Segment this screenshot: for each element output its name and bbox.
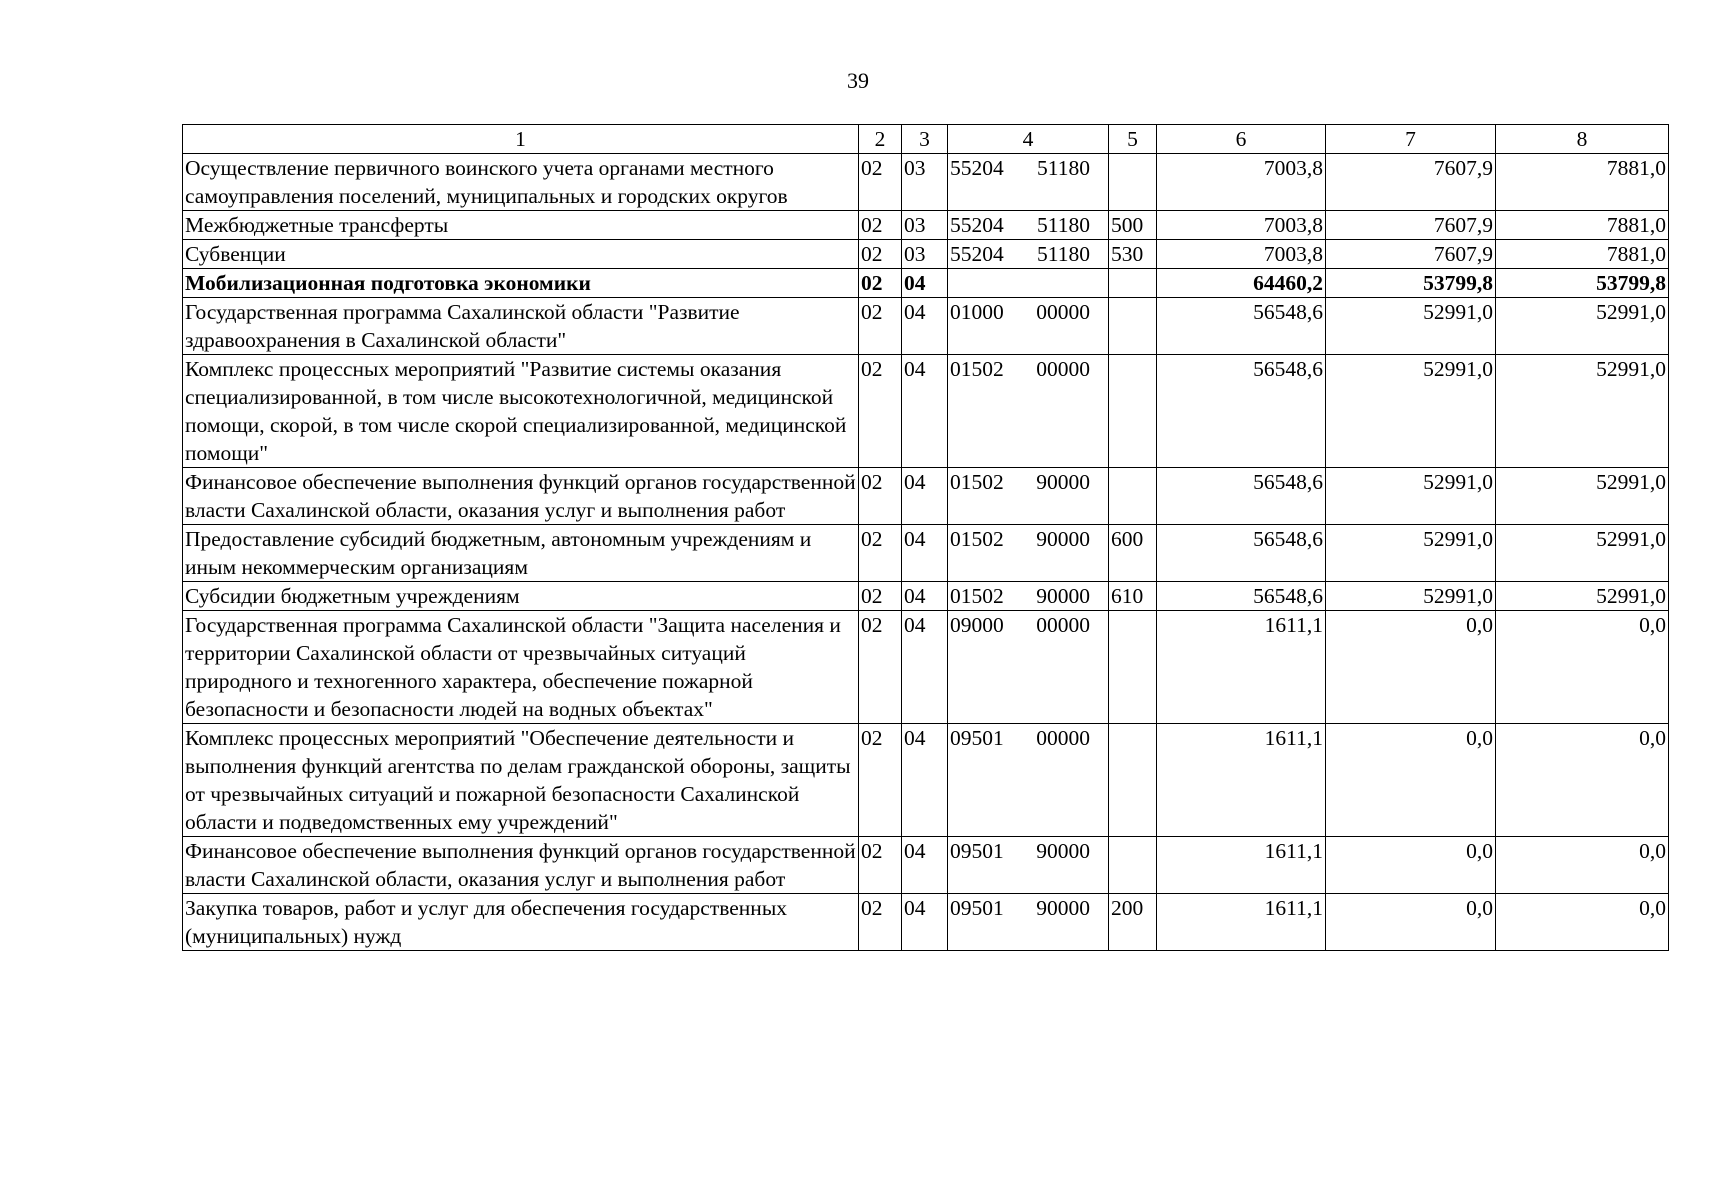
amount-col-6: 56548,6 bbox=[1157, 468, 1326, 525]
table-row bbox=[183, 298, 1669, 355]
amount-col-6: 64460,2 bbox=[1157, 269, 1326, 298]
expense-type-code bbox=[1109, 611, 1157, 724]
row-name: Предоставление субсидий бюджетным, автономным учреждениям и иным некоммерческим организациям bbox=[183, 525, 859, 582]
expense-type-code bbox=[1109, 468, 1157, 525]
target-article-code bbox=[948, 724, 1109, 837]
subsection-code: 03 bbox=[902, 154, 948, 211]
subsection-code: 03 bbox=[902, 240, 948, 269]
table-row bbox=[183, 240, 1669, 269]
header-cell-6: 6 bbox=[1157, 125, 1326, 154]
target-article-program: 55204 bbox=[950, 213, 1004, 237]
section-code: 02 bbox=[859, 724, 902, 837]
amount-col-7: 52991,0 bbox=[1326, 468, 1496, 525]
table-row bbox=[183, 525, 1669, 582]
row-name: Осуществление первичного воинского учета органами местного самоуправления поселений, муниципальных и городских округов bbox=[183, 154, 859, 211]
row-name: Мобилизационная подготовка экономики bbox=[183, 269, 859, 298]
amount-col-7: 7607,9 bbox=[1326, 154, 1496, 211]
subsection-code: 04 bbox=[902, 724, 948, 837]
amount-col-8: 53799,8 bbox=[1496, 269, 1669, 298]
header-cell-3: 3 bbox=[902, 125, 948, 154]
amount-col-8: 0,0 bbox=[1496, 724, 1669, 837]
target-article-direction: 00000 bbox=[1036, 300, 1090, 324]
amount-col-6: 1611,1 bbox=[1157, 724, 1326, 837]
amount-col-8: 52991,0 bbox=[1496, 582, 1669, 611]
expense-type-code: 200 bbox=[1109, 894, 1157, 951]
row-name: Субсидии бюджетным учреждениям bbox=[183, 582, 859, 611]
amount-col-6: 7003,8 bbox=[1157, 240, 1326, 269]
amount-col-6: 56548,6 bbox=[1157, 525, 1326, 582]
amount-col-8: 0,0 bbox=[1496, 837, 1669, 894]
table-body bbox=[183, 154, 1669, 951]
subsection-code: 04 bbox=[902, 468, 948, 525]
expense-type-code: 610 bbox=[1109, 582, 1157, 611]
table-row bbox=[183, 611, 1669, 724]
subsection-code: 04 bbox=[902, 269, 948, 298]
table-row bbox=[183, 211, 1669, 240]
amount-col-7: 52991,0 bbox=[1326, 525, 1496, 582]
amount-col-6: 7003,8 bbox=[1157, 211, 1326, 240]
amount-col-8: 0,0 bbox=[1496, 894, 1669, 951]
target-article-program: 09000 bbox=[950, 613, 1004, 637]
target-article-program: 55204 bbox=[950, 242, 1004, 266]
section-code: 02 bbox=[859, 837, 902, 894]
amount-col-8: 7881,0 bbox=[1496, 154, 1669, 211]
amount-col-7: 52991,0 bbox=[1326, 582, 1496, 611]
subsection-code: 04 bbox=[902, 355, 948, 468]
table-row bbox=[183, 154, 1669, 211]
row-name: Межбюджетные трансферты bbox=[183, 211, 859, 240]
amount-col-7: 7607,9 bbox=[1326, 211, 1496, 240]
section-code: 02 bbox=[859, 211, 902, 240]
section-code: 02 bbox=[859, 355, 902, 468]
target-article-code bbox=[948, 211, 1109, 240]
amount-col-8: 52991,0 bbox=[1496, 468, 1669, 525]
subsection-code: 04 bbox=[902, 582, 948, 611]
table-row bbox=[183, 894, 1669, 951]
row-name: Финансовое обеспечение выполнения функций органов государственной власти Сахалинской области, оказания услуг и выполнения работ bbox=[183, 837, 859, 894]
subsection-code: 04 bbox=[902, 894, 948, 951]
row-name: Государственная программа Сахалинской области "Развитие здравоохранения в Сахалинской области" bbox=[183, 298, 859, 355]
target-article-direction: 00000 bbox=[1036, 613, 1090, 637]
table-row bbox=[183, 269, 1669, 298]
amount-col-7: 53799,8 bbox=[1326, 269, 1496, 298]
expense-type-code: 500 bbox=[1109, 211, 1157, 240]
amount-col-8: 7881,0 bbox=[1496, 240, 1669, 269]
amount-col-6: 56548,6 bbox=[1157, 582, 1326, 611]
amount-col-8: 52991,0 bbox=[1496, 355, 1669, 468]
page-number: 39 bbox=[847, 68, 869, 93]
target-article-code bbox=[948, 240, 1109, 269]
header-cell-7: 7 bbox=[1326, 125, 1496, 154]
amount-col-7: 52991,0 bbox=[1326, 298, 1496, 355]
amount-col-6: 1611,1 bbox=[1157, 894, 1326, 951]
header-cell-5: 5 bbox=[1109, 125, 1157, 154]
target-article-program: 09501 bbox=[950, 896, 1004, 920]
expense-type-code bbox=[1109, 269, 1157, 298]
amount-col-8: 7881,0 bbox=[1496, 211, 1669, 240]
target-article-code bbox=[948, 894, 1109, 951]
target-article-direction: 00000 bbox=[1036, 357, 1090, 381]
target-article-direction: 51180 bbox=[1037, 156, 1090, 180]
table-row bbox=[183, 724, 1669, 837]
target-article-program: 01502 bbox=[950, 584, 1004, 608]
amount-col-7: 0,0 bbox=[1326, 837, 1496, 894]
target-article-direction: 90000 bbox=[1036, 527, 1090, 551]
target-article-code bbox=[948, 525, 1109, 582]
amount-col-8: 52991,0 bbox=[1496, 298, 1669, 355]
row-name: Комплекс процессных мероприятий "Развитие системы оказания специализированной, в том числе высокотехнологичной, медицинской помощи, скорой, в том числе скорой специализированной, медицинской помощи" bbox=[183, 355, 859, 468]
row-name: Государственная программа Сахалинской области "Защита населения и территории Сахалинской области от чрезвычайных ситуаций природного и техногенного характера, обеспечение пожарной безопасности и безопасности людей на водных объектах" bbox=[183, 611, 859, 724]
header-cell-2: 2 bbox=[859, 125, 902, 154]
subsection-code: 04 bbox=[902, 611, 948, 724]
target-article-direction: 90000 bbox=[1036, 470, 1090, 494]
amount-col-8: 0,0 bbox=[1496, 611, 1669, 724]
target-article-code bbox=[948, 154, 1109, 211]
target-article-program: 55204 bbox=[950, 156, 1004, 180]
section-code: 02 bbox=[859, 269, 902, 298]
section-code: 02 bbox=[859, 525, 902, 582]
section-code: 02 bbox=[859, 582, 902, 611]
expense-type-code bbox=[1109, 355, 1157, 468]
target-article-program: 01502 bbox=[950, 527, 1004, 551]
section-code: 02 bbox=[859, 468, 902, 525]
target-article-code bbox=[948, 611, 1109, 724]
target-article-code bbox=[948, 355, 1109, 468]
subsection-code: 03 bbox=[902, 211, 948, 240]
target-article-code bbox=[948, 837, 1109, 894]
expense-type-code: 600 bbox=[1109, 525, 1157, 582]
section-code: 02 bbox=[859, 894, 902, 951]
section-code: 02 bbox=[859, 298, 902, 355]
amount-col-7: 0,0 bbox=[1326, 611, 1496, 724]
target-article-code bbox=[948, 468, 1109, 525]
table-row bbox=[183, 468, 1669, 525]
expense-type-code bbox=[1109, 837, 1157, 894]
expense-type-code bbox=[1109, 724, 1157, 837]
amount-col-6: 1611,1 bbox=[1157, 611, 1326, 724]
header-cell-4: 4 bbox=[948, 125, 1109, 154]
amount-col-7: 7607,9 bbox=[1326, 240, 1496, 269]
target-article-direction: 51180 bbox=[1037, 213, 1090, 237]
target-article-direction: 90000 bbox=[1036, 839, 1090, 863]
subsection-code: 04 bbox=[902, 525, 948, 582]
target-article-code bbox=[948, 298, 1109, 355]
subsection-code: 04 bbox=[902, 837, 948, 894]
table-row bbox=[183, 582, 1669, 611]
target-article-program: 01502 bbox=[950, 470, 1004, 494]
target-article-direction: 51180 bbox=[1037, 242, 1090, 266]
amount-col-6: 56548,6 bbox=[1157, 355, 1326, 468]
amount-col-7: 0,0 bbox=[1326, 894, 1496, 951]
amount-col-8: 52991,0 bbox=[1496, 525, 1669, 582]
expense-type-code bbox=[1109, 154, 1157, 211]
target-article-program: 09501 bbox=[950, 726, 1004, 750]
target-article-direction: 90000 bbox=[1036, 896, 1090, 920]
amount-col-6: 7003,8 bbox=[1157, 154, 1326, 211]
header-cell-8: 8 bbox=[1496, 125, 1669, 154]
target-article-program: 09501 bbox=[950, 839, 1004, 863]
expense-type-code: 530 bbox=[1109, 240, 1157, 269]
section-code: 02 bbox=[859, 154, 902, 211]
table-row bbox=[183, 837, 1669, 894]
target-article-direction: 00000 bbox=[1036, 726, 1090, 750]
row-name: Финансовое обеспечение выполнения функций органов государственной власти Сахалинской области, оказания услуг и выполнения работ bbox=[183, 468, 859, 525]
expense-type-code bbox=[1109, 298, 1157, 355]
budget-table bbox=[182, 124, 1669, 951]
target-article-direction: 90000 bbox=[1036, 584, 1090, 608]
target-article-program: 01502 bbox=[950, 357, 1004, 381]
target-article-code bbox=[948, 269, 1109, 298]
amount-col-6: 1611,1 bbox=[1157, 837, 1326, 894]
row-name: Закупка товаров, работ и услуг для обеспечения государственных (муниципальных) нужд bbox=[183, 894, 859, 951]
row-name: Комплекс процессных мероприятий "Обеспечение деятельности и выполнения функций агентства по делам гражданской обороны, защиты от чрезвычайных ситуаций и пожарной безопасности Сахалинской области и подведомственных ему учреждений" bbox=[183, 724, 859, 837]
header-row bbox=[183, 125, 1669, 154]
subsection-code: 04 bbox=[902, 298, 948, 355]
section-code: 02 bbox=[859, 240, 902, 269]
amount-col-6: 56548,6 bbox=[1157, 298, 1326, 355]
section-code: 02 bbox=[859, 611, 902, 724]
target-article-program: 01000 bbox=[950, 300, 1004, 324]
target-article-code bbox=[948, 582, 1109, 611]
header-cell-1: 1 bbox=[183, 125, 859, 154]
amount-col-7: 52991,0 bbox=[1326, 355, 1496, 468]
row-name: Субвенции bbox=[183, 240, 859, 269]
amount-col-7: 0,0 bbox=[1326, 724, 1496, 837]
table-row bbox=[183, 355, 1669, 468]
